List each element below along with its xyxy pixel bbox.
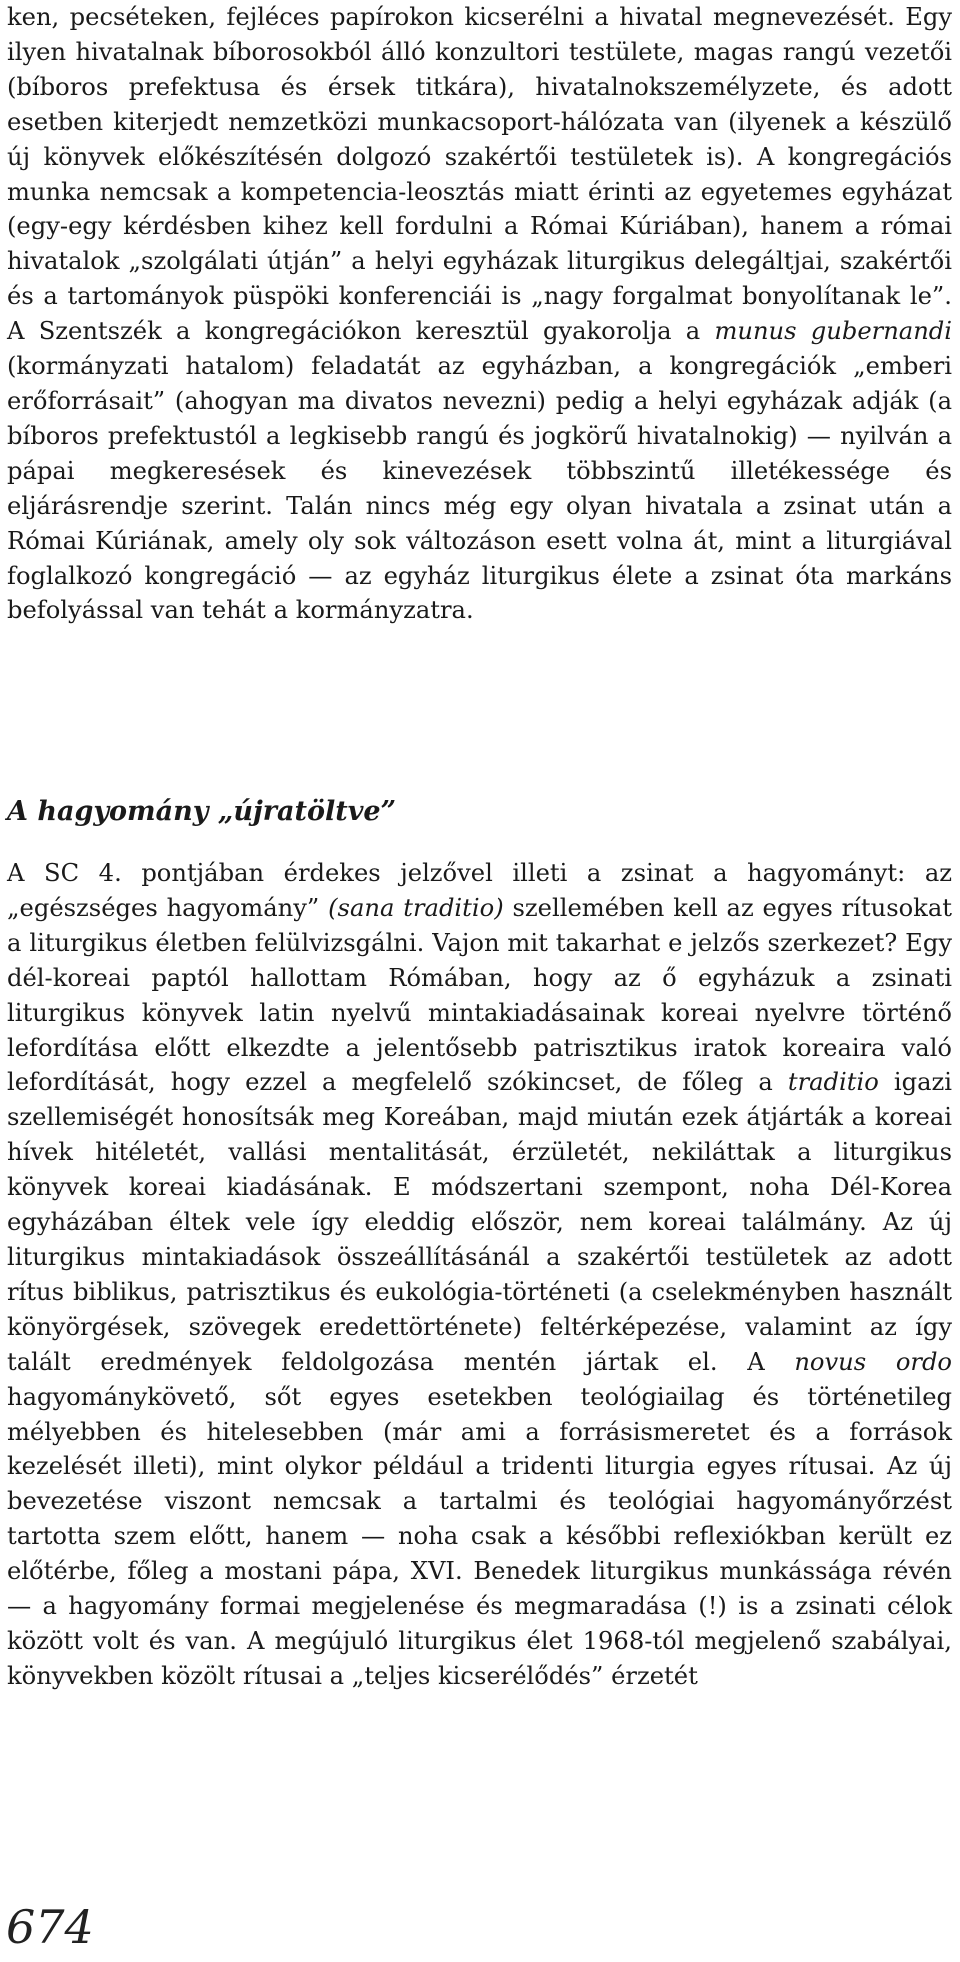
italic-term-traditio: traditio bbox=[787, 1068, 879, 1097]
body-paragraph-2 bbox=[7, 856, 952, 1694]
text-run: igazi szellemiségét honosítsák meg Koreában, majd miután ezek átjárták a koreai hívek hitéletét, vallási mentalitását, érzületét, nekiláttak a liturgikus könyvek koreai kiadásának. E módszertani szempont, noha Dél-Korea egyházában éltek vele így eleddig először, nem koreai találmány. Az új liturgikus mintakiadások összeállításánál a szakértői testületek az adott rítus biblikus, patrisztikus és eukológia-történeti (a cselekményben használt könyörgések, szövegek eredettörténete) feltérképezése, valamint az így talált eredmények feldolgozása mentén jártak el. A bbox=[7, 1068, 952, 1376]
text-run: szellemében kell az egyes rítusokat a liturgikus életben felülvizsgálni. Vajon mit takarhat e jelzős szerkezet? Egy dél-koreai paptól hallottam Rómában, hogy az ő egyházuk a zsinati liturgikus könyvek latin nyelvű mintakiadásainak koreai nyelvre történő lefordítása előtt elkezdte a jelentősebb patrisztikus iratok koreaira való lefordítását, hogy ezzel a megfelelő szókincset, de főleg a bbox=[7, 893, 952, 1097]
italic-term-munus-gubernandi: munus gubernandi bbox=[714, 317, 952, 346]
body-paragraph-1 bbox=[7, 0, 952, 628]
text-run: ken, pecséteken, fejléces papírokon kicserélni a hivatal megnevezését. Egy ilyen hivatalnak bíborosokból álló konzultori testülete, magas rangú vezetői (bíboros prefektusa és érsek titkára), hivatalnokszemélyzete, és adott esetben kiterjedt nemzetközi munkacsoport-hálózata van (ilyenek a készülő új könyvek előkészítésén dolgozó szakértői testületek is). A kongregációs munka nemcsak a kompetencia-leosztás miatt érinti az egyetemes egyházat (egy-egy kérdésben kihez kell fordulni a Római Kúriában), hanem a római hivatalok „szolgálati útján” a helyi egyházak liturgikus delegáltjai, szakértői és a tartományok püspöki konferenciái is „nagy forgalmat bonyolítanak le”. A Szentszék a kongregációkon keresztül gyakorolja a bbox=[7, 3, 952, 346]
page-number: 674 bbox=[6, 1900, 94, 1954]
section-heading: A hagyomány „újratöltve” bbox=[7, 796, 397, 827]
text-run: hagyománykövető, sőt egyes esetekben teológiailag és történetileg mélyebben és hitelesebben (már ami a forrásismeretet és a források kezelését illeti), mint olykor például a tridenti liturgia egyes rítusai. Az új bevezetése viszont nemcsak a tartalmi és teológiai hagyományőrzést tartotta szem előtt, hanem — noha csak a későbbi reflexiókban került ez előtérbe, főleg a mostani pápa, XVI. Benedek liturgikus munkássága révén — a hagyomány formai megjelenése és megmaradása (!) is a zsinati célok között volt és van. A megújuló liturgikus élet 1968-tól megjelenő szabályai, könyvekben közölt rítusai a „teljes kicserélődés” érzetét bbox=[7, 1382, 952, 1690]
italic-term-sana-traditio: (sana traditio) bbox=[328, 893, 504, 922]
document-page bbox=[7, 0, 952, 628]
text-run: A SC 4. pontjában érdekes jelzővel illeti a zsinat a hagyományt: az „egészséges hagyomány” bbox=[7, 859, 952, 922]
text-run: (kormányzati hatalom) feladatát az egyházban, a kongregációk „emberi erőforrásait” (ahogyan ma divatos nevezni) pedig a helyi egyházak adják (a bíboros prefektustól a legkisebb rangú és jogkörű hivatalnokig) — nyilván a pápai megkeresések és kinevezések többszintű illetékessége és eljárásrendje szerint. Talán nincs még egy olyan hivatala a zsinat után a Római Kúriának, amely oly sok változáson esett volna át, mint a liturgiával foglalkozó kongregáció — az egyház liturgikus élete a zsinat óta markáns befolyással van tehát a kormányzatra. bbox=[7, 352, 952, 625]
italic-term-novus-ordo: novus ordo bbox=[794, 1347, 952, 1376]
